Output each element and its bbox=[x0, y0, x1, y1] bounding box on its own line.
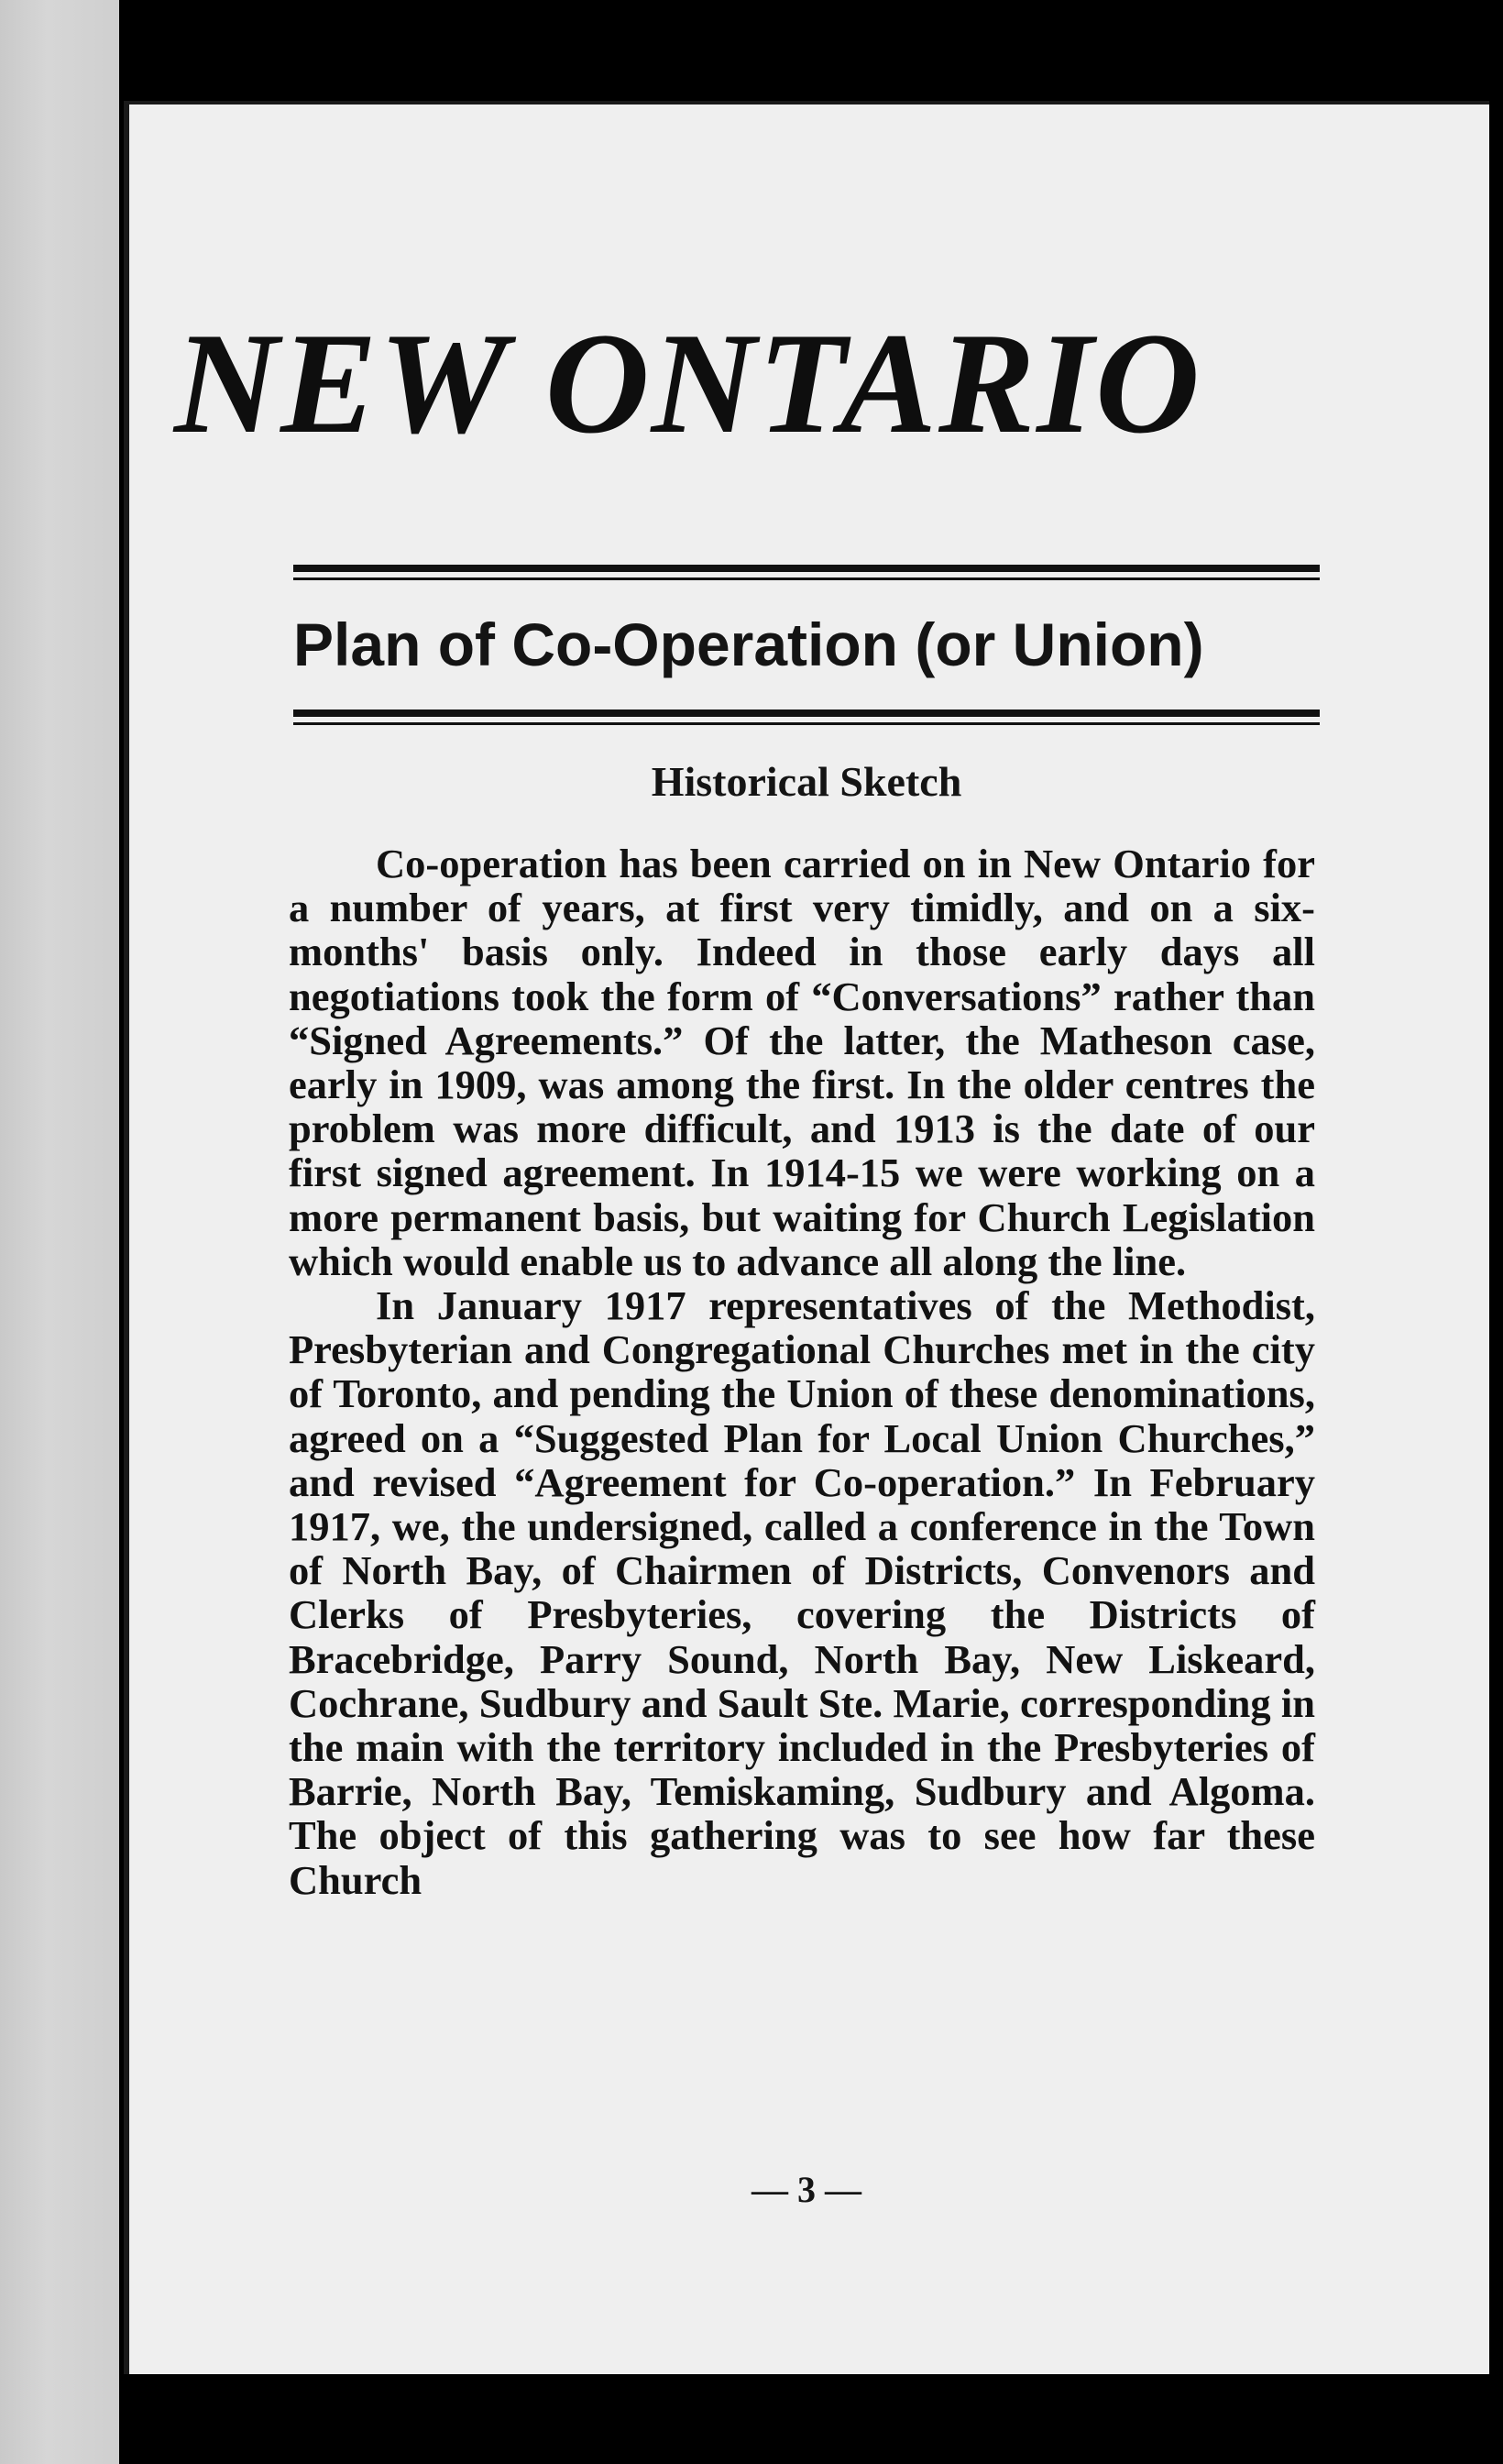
title-rule-upper-thin bbox=[293, 578, 1320, 580]
title-rule-lower bbox=[293, 710, 1320, 717]
body-text bbox=[289, 842, 1315, 1902]
title-rule-lower-thin bbox=[293, 722, 1320, 725]
document-subtitle: Plan of Co-Operation (or Union) bbox=[293, 610, 1204, 678]
paragraph-2: In January 1917 representatives of the Methodist, Presbyterian and Congregational Churches met in the city of Toronto, and pending the Union of these denominations, agreed on a “Suggested Plan for Local Union Churches,” and revised “Agreement for Co-operation.” In February 1917, we, the undersigned, called a conference in the Town of North Bay, of Chairmen of Districts, Convenors and Clerks of Presbyteries, covering the Districts of Bracebridge, Parry Sound, North Bay, New Liskeard, Cochrane, Sudbury and Sault Ste. Marie, corresponding in the main with the territory included in the Presbyteries of Barrie, North Bay, Temiskaming, Sudbury and Algoma. The object of this gathering was to see how far these Church bbox=[289, 1282, 1315, 1903]
section-heading: Historical Sketch bbox=[651, 758, 962, 805]
page-number: — 3 — bbox=[752, 2169, 861, 2210]
paragraph-1: Co-operation has been carried on in New Ontario for a number of years, at first very timidly, and on a six-months' basis only. Indeed in those early days all negotiations took the form of “Conversations” rather than “Signed Agreements.” Of the latter, the Matheson case, early in 1909, was among the first. In the older centres the problem was more difficult, and 1913 is the date of our first signed agreement. In 1914-15 we were working on a more permanent basis, but waiting for Church Legislation which would enable us to advance all along the line. bbox=[289, 841, 1315, 1284]
title-rule-upper bbox=[293, 565, 1320, 572]
document-title: NEW ONTARIO bbox=[174, 303, 1201, 464]
facing-page-edge bbox=[0, 0, 119, 2464]
